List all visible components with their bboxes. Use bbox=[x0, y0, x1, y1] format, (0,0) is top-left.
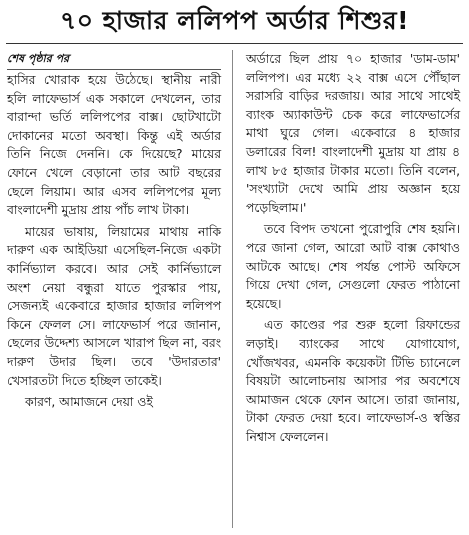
left-paragraph-2: মায়ের ভাষায়, লিয়ামের মাথায় নাকি দারুণ এক আইডিয়া এসেছিল-নিজে একটা কার্নিভ্যাল করবে। আর সেই কার্নিভ্যালে অংশ নেয়া বন্ধুরা যাতে পুরস্কার পায়, সেজন্যই একেবারে হাজার হাজার ললিপপ কিনে ফেলল সে। লাফেভার্স পরে জানান, ছেলের উদ্দেশ্য আসলে খারাপ ছিল না, বরং দারুণ উদার ছিল। তবে 'উদারতার' খেসারতটা দিতে হচ্ছিল তাকেই। bbox=[7, 224, 221, 388]
continued-from-label: শেষ পৃষ্ঠার পর bbox=[7, 52, 70, 65]
right-paragraph-2: তবে বিপদ তখনো পুরোপুরি শেষ হয়নি। পরে জানা গেল, আরো আট বাক্স কোথাও আটকে আছে। শেষ পর্যন্ত পোস্ট অফিসে গিয়ে দেখা গেল, সেগুলো ফেরত পাঠানো হয়েছে। bbox=[246, 222, 460, 311]
left-paragraph-1: হাসির খোরাক হয়ে উঠেছে। স্থানীয় নারী হলি লাফেভার্স এক সকালে দেখলেন, তার বারান্দা ভর্তি ললিপপের বাক্স। ছোটখাটো দোকানের মতো অবস্থা। কিন্তু এই অর্ডার তিনি নিজে দেননি। কে দিয়েছে? মায়ের ফোনে খেলে বেড়ানো তার আট বছরের ছেলে লিয়াম। আর এসব ললিপপের মূল্য বাংলাদেশী মুদ্রায় প্রায় পাঁচ লাখ টাকা। bbox=[7, 73, 221, 218]
left-paragraph-3: কারণ, আমাজনে দেয়া ওই bbox=[25, 395, 153, 410]
headline-rule bbox=[6, 43, 463, 44]
right-column bbox=[246, 50, 460, 446]
left-column bbox=[7, 50, 221, 412]
right-paragraph-3: এত কাণ্ডের পর শুরু হলো রিফান্ডের লড়াই। ব্যাংকের সাথে যোগাযোগ, খোঁজখবর, এমনকি কয়েকটা টিভি চ্যানেলে বিষয়টা আলোচনায় আসার পর অবশেষে আমাজন থেকে ফোন আসে। তারা জানায়, টাকা ফেরত দেয়া হবে। লাফেভার্স-ও স্বস্তির নিশ্বাস ফেললেন। bbox=[246, 318, 460, 444]
right-paragraph-1: অর্ডারে ছিল প্রায় ৭০ হাজার 'ডাম-ডাম' ললিপপ। এর মধ্যে ২২ বাক্স এসে পৌঁছাল সরাসরি বাড়ির দরজায়। আর সাথে সাথেই ব্যাংক অ্যাকাউন্ট চেক করে লাফেভার্সের মাথা ঘুরে গেল। একেবারে ৪ হাজার ডলারের বিল! বাংলাদেশী মুদ্রায় যা প্রায় ৪ লাখ ৮৫ হাজার টাকার মতো। তিনি বলেন, 'সংখ্যাটা দেখে আমি প্রায় অজ্ঞান হয়ে পড়েছিলাম।' bbox=[246, 52, 460, 215]
kicker-rule bbox=[7, 69, 221, 70]
headline: ৭০ হাজার ললিপপ অর্ডার শিশুর! bbox=[59, 6, 410, 35]
column-divider bbox=[232, 50, 233, 528]
